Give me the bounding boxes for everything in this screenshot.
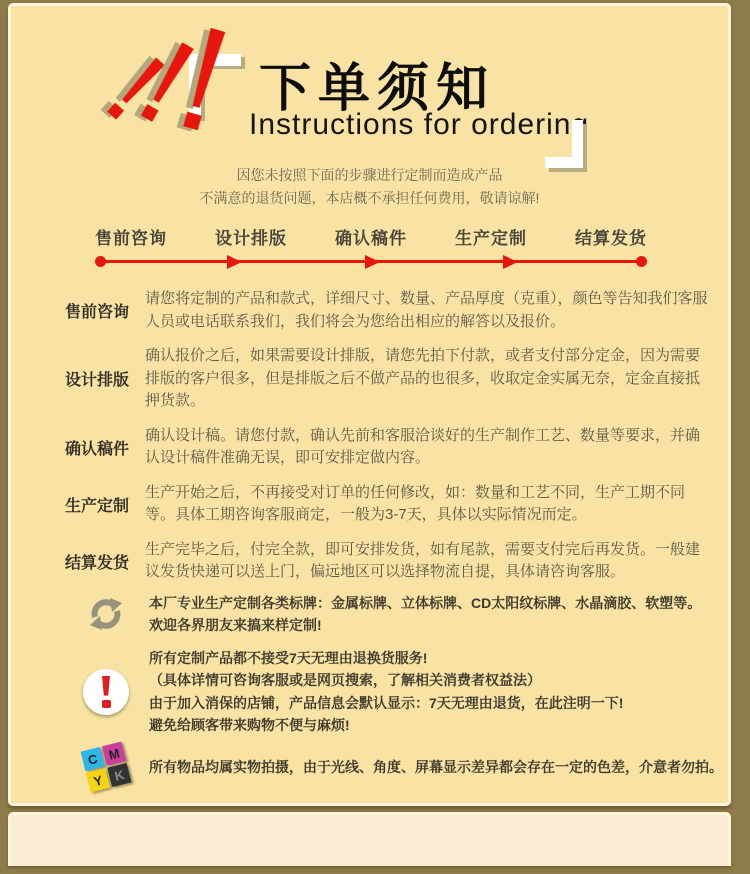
note-line: 所有定制产品都不接受7天无理由退换货服务! [149, 649, 428, 666]
page-subtitle: Instructions for ordering [249, 108, 590, 141]
notice-notes [63, 592, 723, 798]
step-detail-row [65, 425, 717, 470]
note-text [149, 756, 723, 778]
step-text: 确认设计稿。请您付款，确认先前和客服洽谈好的生产制作工艺、数量等要求，并确认设计稿件准确无误，即可安排定做内容。 [145, 426, 701, 466]
step-text: 确认报价之后，如果需要设计排版，请您先拍下付款，或者支付部分定金，因为需要排版的客户很多，但是排版之后不做产品的也很多，收取定金实属无奈，定金直接抵押货款。 [145, 347, 701, 409]
notice-header [11, 6, 728, 216]
step-detail-row [65, 482, 717, 527]
recycle-icon [63, 594, 149, 634]
arrow-right-icon [227, 255, 242, 269]
note-text [149, 647, 623, 737]
corner-bracket-icon [545, 120, 583, 168]
cmyk-k: K [107, 763, 131, 787]
note-text [149, 592, 701, 637]
flow-timeline [95, 255, 647, 270]
intro-line: 不满意的退货问题，本店概不承担任何费用，敬请谅解! [199, 190, 540, 207]
exclamation-circle-icon [63, 669, 149, 715]
flow-step: 设计排版 [215, 229, 287, 248]
step-text: 请您将定制的产品和款式，详细尺寸、数量、产品厚度（克重），颜色等告知我们客服人员或电话联系我们，我们将会为您给出相应的解答以及报价。 [145, 290, 708, 330]
step-label: 结算发货 [65, 554, 130, 572]
note-line: 避免给顾客带来购物不便与麻烦! [149, 716, 350, 733]
note-row [63, 592, 723, 637]
arrow-right-icon [365, 255, 380, 269]
note-line: 本厂专业生产定制各类标牌：金属标牌、立体标牌、CD太阳纹标牌、水晶滴胶、软塑等。 [149, 595, 702, 611]
intro-text [11, 164, 728, 210]
timeline-dot-icon [636, 256, 647, 267]
exclamation-marks-icon [127, 26, 267, 156]
intro-line: 因您未按照下面的步骤进行定制而造成产品 [236, 167, 503, 183]
timeline-dot-icon [95, 256, 106, 267]
step-label: 生产定制 [65, 497, 130, 515]
cmyk-c: C [81, 747, 105, 771]
step-detail-row [65, 345, 717, 413]
note-line: 所有物品均属实物拍摄，由于光线、角度、屏幕显示差异都会存在一定的色差，介意者勿拍。 [149, 759, 723, 776]
step-text: 生产完毕之后，付完全款，即可安排发货，如有尾款，需要支付完后再发货。一般建议发货快递可以送上门，偏远地区可以选择物流自提，具体请咨询客服。 [145, 540, 701, 580]
cmyk-m: M [102, 742, 126, 766]
step-label: 设计排版 [65, 372, 130, 390]
cmyk-icon [63, 746, 149, 788]
step-label: 确认稿件 [65, 440, 130, 458]
step-text: 生产开始之后，不再接受对订单的任何修改，如：数量和工艺不同，生产工期不同等。具体工期咨询客服商定，一般为3-7天，具体以实际情况而定。 [145, 483, 686, 523]
step-details [65, 288, 717, 596]
flow-step: 结算发货 [575, 229, 647, 248]
step-label: 售前咨询 [65, 304, 130, 321]
step-detail-row [65, 539, 717, 584]
flow-step: 售前咨询 [95, 229, 167, 248]
page-title: 下单须知 [259, 60, 496, 118]
order-process-flow [95, 224, 647, 270]
cmyk-y: Y [86, 769, 110, 793]
exclamation-mark-icon [181, 27, 226, 130]
notice-card [8, 3, 731, 806]
note-row [63, 647, 723, 737]
arrow-right-icon [503, 255, 518, 269]
flow-step-labels [95, 224, 647, 249]
flow-step: 生产定制 [455, 229, 527, 248]
step-detail-row [65, 288, 717, 333]
flow-step: 确认稿件 [335, 229, 407, 248]
note-line: 由于加入消保的店铺，产品信息会默认显示：7天无理由退货，在此注明一下! [149, 694, 624, 711]
note-line: （具体详情可咨询客服或是网页搜索，了解相关消费者权益法） [149, 672, 541, 689]
note-line: 欢迎各界朋友来搞来样定制! [149, 617, 322, 634]
next-section-card [8, 812, 731, 866]
note-row [63, 746, 723, 788]
